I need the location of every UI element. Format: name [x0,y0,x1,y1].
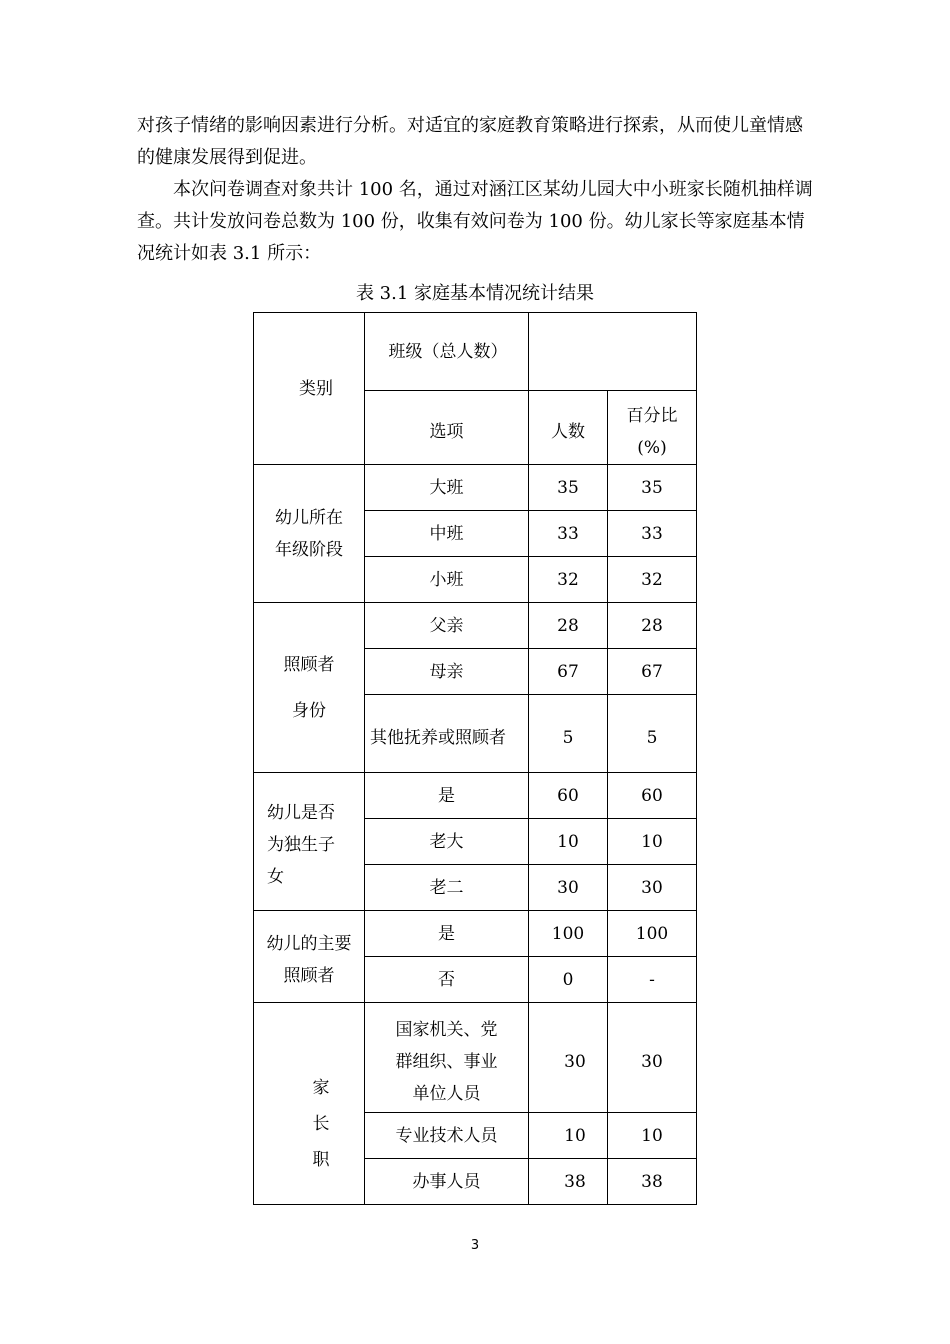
body-paragraph-2: 本次问卷调查对象共计 100 名，通过对涵江区某幼儿园大中小班家长随机抽样调查。共计发放问卷总数为 100 份，收集有效问卷为 100 份。幼儿家长等家庭基本情况统计如表 3.1 所示： [137,179,813,264]
header-option: 选项 [365,391,529,465]
option-cell-text: 其他抚养或照顾者 [370,727,506,748]
percent-cell: 60 [608,773,697,819]
count-cell: 100 [529,911,608,957]
page-number: 3 [470,1238,480,1253]
header-class-total [365,313,529,391]
option-cell: 父亲 [365,603,529,649]
percent-cell: 38 [608,1159,697,1205]
percent-cell: 100 [608,911,697,957]
table-row [254,911,697,957]
count-cell: 28 [529,603,608,649]
option-cell-text: 国家机关、党群组织、事业单位人员 [395,1019,498,1104]
count-cell: 67 [529,649,608,695]
count-cell: 10 [529,819,608,865]
option-cell: 否 [365,957,529,1003]
count-cell: 30 [529,1003,608,1113]
table-row [254,773,697,819]
category-caregiver-line2: 身份 [292,700,326,721]
category-occupation-char: 家 [312,1077,330,1098]
table-row [254,465,697,511]
option-cell: 老大 [365,819,529,865]
option-cell: 是 [365,773,529,819]
percent-cell: 5 [608,695,697,773]
percent-cell: 30 [608,1003,697,1113]
count-cell: 35 [529,465,608,511]
option-cell [365,695,529,773]
header-category: 类别 [254,313,365,465]
percent-cell: 67 [608,649,697,695]
percent-cell: 28 [608,603,697,649]
option-cell: 大班 [365,465,529,511]
count-cell: 60 [529,773,608,819]
table-header-row [254,313,697,391]
category-occupation-char: 职 [312,1149,330,1170]
option-cell: 老二 [365,865,529,911]
percent-cell: 35 [608,465,697,511]
category-grade-text: 幼儿所在年级阶段 [275,507,343,560]
percent-cell: 32 [608,557,697,603]
body-paragraph-1: 对孩子情绪的影响因素进行分析。对适宜的家庭教育策略进行探索，从而使儿童情感的健康发展得到促进。 [137,115,803,168]
header-count: 人数 [529,391,608,465]
percent-cell: 33 [608,511,697,557]
category-grade [254,465,365,603]
category-main-caregiver-text: 幼儿的主要照顾者 [266,934,352,986]
option-cell [365,1003,529,1113]
option-cell: 办事人员 [365,1159,529,1205]
table-row [254,1003,697,1113]
category-only-child [254,773,365,911]
option-cell: 专业技术人员 [365,1113,529,1159]
option-cell: 小班 [365,557,529,603]
option-cell: 中班 [365,511,529,557]
option-cell: 是 [365,911,529,957]
percent-cell: 30 [608,865,697,911]
category-caregiver-line1: 照顾者 [283,654,335,675]
header-empty-cell [529,313,697,391]
header-class-total-text: 班级（总人数） [388,341,508,362]
table-caption: 表 3.1 家庭基本情况统计结果 [355,283,595,304]
percent-cell: - [608,957,697,1003]
table-row [254,603,697,649]
count-cell: 5 [529,695,608,773]
count-cell: 33 [529,511,608,557]
option-cell: 母亲 [365,649,529,695]
category-occupation-char: 长 [312,1113,330,1134]
category-main-caregiver [254,911,365,1003]
count-cell: 0 [529,957,608,1003]
count-cell: 30 [529,865,608,911]
count-cell: 38 [529,1159,608,1205]
percent-cell: 10 [608,1113,697,1159]
category-only-child-text: 幼儿是否为独生子女 [267,803,335,887]
count-cell: 10 [529,1113,608,1159]
category-parent-occupation [254,1003,365,1205]
family-stats-table [253,312,697,1205]
category-caregiver-identity [254,603,365,773]
header-percent [608,391,697,465]
header-percent-text: 百分比(%) [626,405,678,458]
count-cell: 32 [529,557,608,603]
percent-cell: 10 [608,819,697,865]
